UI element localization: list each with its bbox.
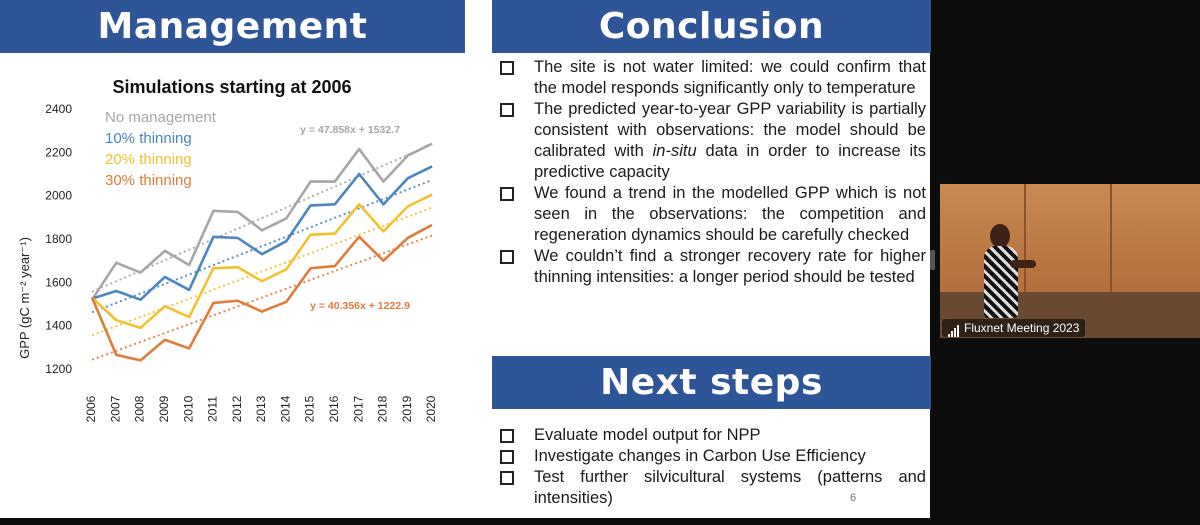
checkbox-bullet-icon	[500, 250, 514, 264]
x-tick-label: 2018	[375, 395, 390, 423]
chart-title: Simulations starting at 2006	[112, 77, 352, 97]
x-tick-label: 2009	[157, 395, 172, 423]
x-tick-label: 2015	[302, 395, 317, 423]
y-tick-label: 2200	[45, 145, 72, 160]
x-tick-label: 2013	[254, 395, 269, 423]
y-tick-label: 2000	[45, 188, 72, 203]
checkbox-bullet-icon	[500, 61, 514, 75]
checkbox-bullet-icon	[500, 471, 514, 485]
management-banner: Management	[0, 0, 465, 53]
x-tick-label: 2016	[327, 395, 342, 423]
series-line	[92, 225, 432, 360]
y-axis-label: GPP (gC m⁻² year⁻¹)	[17, 237, 32, 359]
conclusion-item: The site is not water limited: we could confirm that the model responds significantly only to temperature	[496, 57, 926, 99]
slide-number: 6	[850, 492, 857, 504]
x-tick-label: 2010	[181, 395, 196, 423]
x-tick-label: 2011	[205, 396, 220, 422]
next-steps-list	[496, 425, 926, 509]
trendline-labels	[300, 124, 410, 312]
speaker-video-tile[interactable]	[940, 184, 1200, 338]
next-step-item: Investigate changes in Carbon Use Efficiency	[496, 446, 926, 467]
y-tick-label: 1800	[45, 232, 72, 246]
conclusion-item: We couldn’t find a stronger recovery rate for higher thinning intensities: a longer period should be tested	[496, 246, 926, 288]
signal-icon	[948, 319, 960, 337]
x-tick-label: 2014	[278, 395, 293, 423]
y-tick-label: 1600	[45, 275, 72, 290]
speaker-figure	[984, 246, 1018, 318]
next-step-item: Evaluate model output for NPP	[496, 425, 926, 446]
y-axis	[45, 102, 72, 376]
resize-handle[interactable]	[930, 250, 935, 270]
x-axis	[84, 395, 438, 422]
x-tick-label: 2017	[351, 395, 366, 423]
y-tick-label: 1400	[45, 318, 72, 333]
conclusion-banner: Conclusion	[492, 0, 931, 53]
speaker-head	[990, 224, 1010, 248]
gpp-line-chart	[0, 53, 466, 518]
next-step-item: Test further silvicultural systems (patterns and intensities)	[496, 467, 926, 509]
conclusion-list	[496, 57, 926, 288]
checkbox-bullet-icon	[500, 187, 514, 201]
conclusion-item: The predicted year-to-year GPP variability is partially consistent with observations: the model should be calibrated with in-situ data in order to increase its predictive capacity	[496, 99, 926, 183]
legend-entry: 30% thinning	[105, 172, 192, 189]
legend-entry: 10% thinning	[105, 130, 192, 147]
video-label: Fluxnet Meeting 2023	[942, 319, 1085, 337]
checkbox-bullet-icon	[500, 450, 514, 464]
x-tick-label: 2008	[132, 395, 147, 423]
speaker-arm	[1010, 260, 1036, 268]
x-tick-label: 2012	[229, 395, 244, 423]
next-steps-banner: Next steps	[492, 356, 931, 409]
legend-entry: No management	[105, 109, 216, 126]
legend-entry: 20% thinning	[105, 151, 192, 168]
x-tick-label: 2019	[399, 395, 414, 423]
legend	[105, 109, 217, 189]
trendline-equation: y = 47.858x + 1532.7	[300, 124, 400, 136]
checkbox-bullet-icon	[500, 429, 514, 443]
checkbox-bullet-icon	[500, 103, 514, 117]
trendline-equation: y = 40.356x + 1222.9	[310, 300, 410, 312]
x-tick-label: 2007	[108, 395, 123, 423]
conclusion-item: We found a trend in the modelled GPP which is not seen in the observations: the competition and regeneration dynamics should be carefully checked	[496, 183, 926, 246]
x-tick-label: 2006	[84, 395, 99, 423]
y-tick-label: 2400	[45, 102, 72, 116]
x-tick-label: 2020	[424, 395, 439, 423]
y-tick-label: 1200	[45, 362, 72, 376]
